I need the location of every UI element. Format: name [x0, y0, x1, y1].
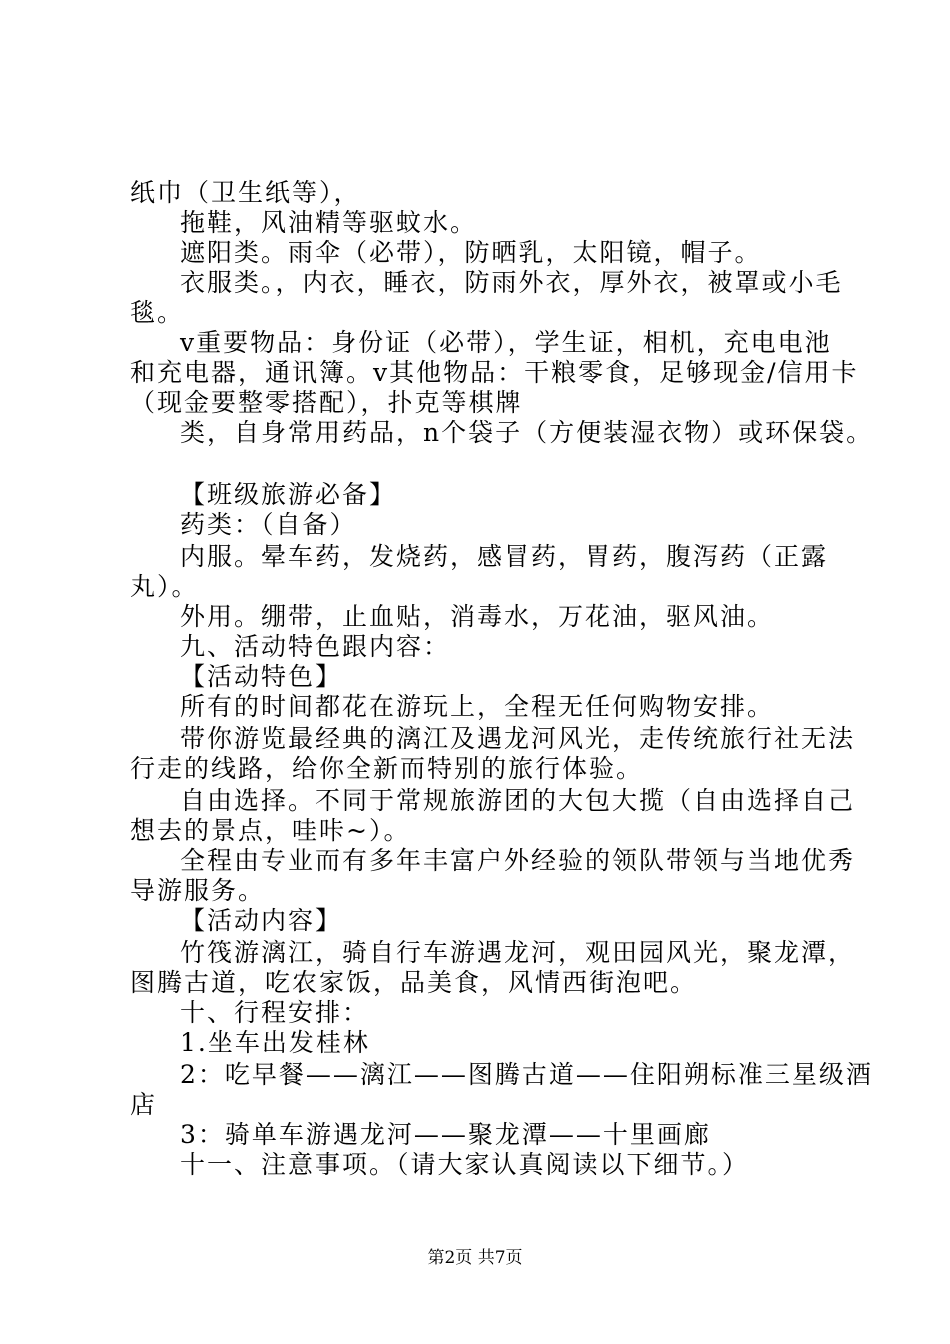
- text-line: 药类：（自备）: [180, 510, 357, 539]
- text-line: 全程由专业而有多年丰富户外经验的领队带领与当地优秀: [180, 846, 856, 875]
- section-heading: 九、活动特色跟内容：: [180, 632, 451, 661]
- section-heading: 十一、注意事项。（请大家认真阅读以下细节。）: [180, 1150, 750, 1179]
- text-line: 竹筏游漓江，骑自行车游遇龙河，观田园风光，聚龙潭，: [180, 938, 856, 967]
- text-line: 类，自身常用药品，n个袋子（方便装湿衣物）或环保袋。: [180, 418, 874, 447]
- text-line: 1.坐车出发桂林: [180, 1028, 370, 1057]
- text-line: 衣服类。，内衣，睡衣，防雨外衣，厚外衣，被罩或小毛: [180, 268, 843, 297]
- text-line: 2：吃早餐——漓江——图腾古道——住阳朔标准三星级酒: [180, 1060, 873, 1089]
- text-line: 外用。绷带，止血贴，消毒水，万花油，驱风油。: [180, 602, 775, 631]
- text-line: 行走的线路，给你全新而特别的旅行体验。: [130, 754, 644, 783]
- text-line: 导游服务。: [130, 876, 266, 905]
- section-heading: 【活动内容】: [180, 906, 343, 935]
- text-line: v重要物品：身份证（必带），学生证，相机，充电电池: [180, 328, 832, 357]
- text-line: 毯。: [130, 298, 185, 327]
- text-line: 所有的时间都花在游玩上，全程无任何购物安排。: [180, 692, 775, 721]
- text-line: 店: [130, 1090, 158, 1119]
- text-line: 和充电器，通讯簿。v其他物品：干粮零食，足够现金/信用卡: [130, 358, 859, 387]
- text-line: 带你游览最经典的漓江及遇龙河风光，走传统旅行社无法: [180, 724, 856, 753]
- section-heading: 【活动特色】: [180, 662, 343, 691]
- text-line: 3：骑单车游遇龙河——聚龙潭——十里画廊: [180, 1120, 711, 1149]
- text-line: 想去的景点，哇咔~）。: [130, 816, 411, 845]
- text-line: 图腾古道，吃农家饭，品美食，风情西街泡吧。: [130, 968, 698, 997]
- section-heading: 【班级旅游必备】: [180, 480, 397, 509]
- section-heading: 十、行程安排：: [180, 998, 370, 1027]
- text-line: 遮阳类。雨伞（必带），防晒乳，太阳镜，帽子。: [180, 238, 762, 267]
- text-line: （现金要整零搭配），扑克等棋牌: [130, 388, 523, 417]
- text-line: 拖鞋，风油精等驱蚊水。: [180, 208, 478, 237]
- text-line: 纸巾（卫生纸等），: [130, 178, 361, 207]
- text-line: 自由选择。不同于常规旅游团的大包大揽（自由选择自己: [180, 786, 856, 815]
- text-line: 内服。晕车药，发烧药，感冒药，胃药，腹泻药（正露: [180, 542, 829, 571]
- page-footer: 第2页 共7页: [427, 1248, 523, 1268]
- text-line: 丸）。: [130, 572, 199, 601]
